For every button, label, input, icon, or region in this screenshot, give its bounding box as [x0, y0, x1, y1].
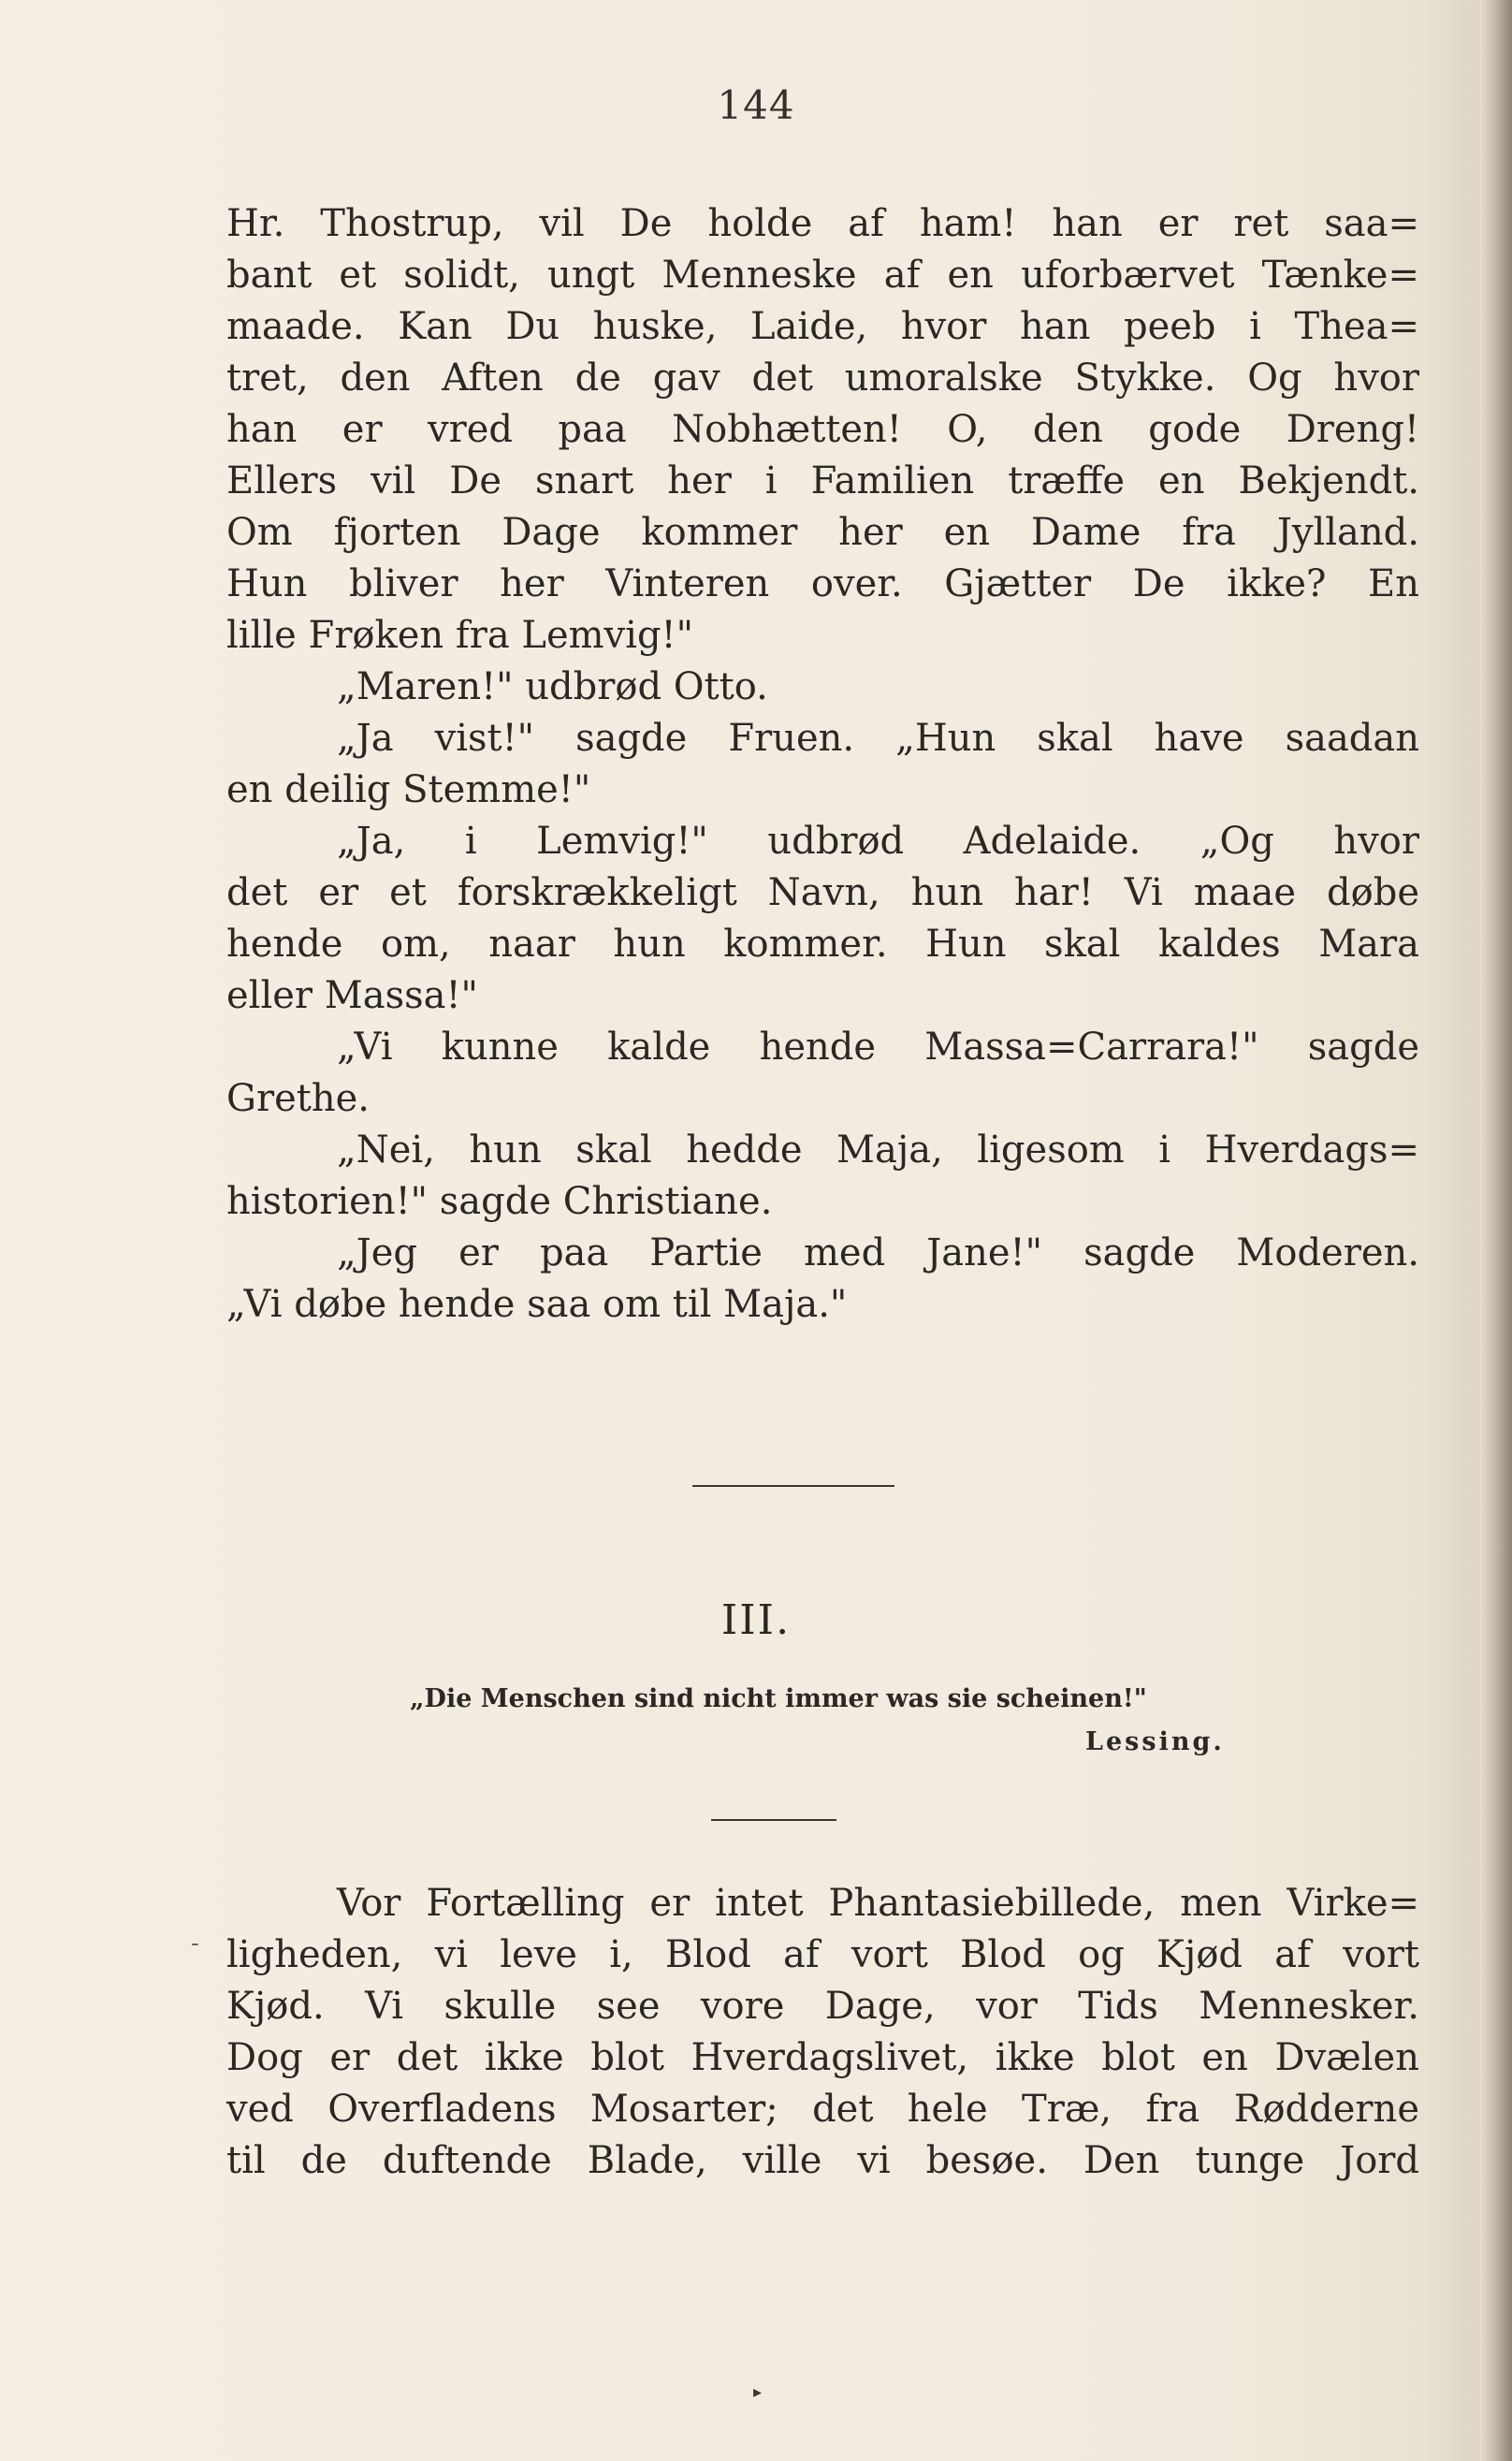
text-line: Hr. Thostrup, vil De holde af ham! han er ret saa=	[226, 202, 1419, 245]
text-line: „Ja, i Lemvig!" udbrød Adelaide. „Og hvor	[337, 820, 1419, 863]
page-number: 144	[717, 82, 795, 128]
text-line: eller Massa!"	[226, 974, 478, 1017]
chapter-numeral: III.	[720, 1596, 792, 1644]
text-line: til de duftende Blade, ville vi besøe. Den tunge Jord	[226, 2139, 1419, 2182]
text-line: ligheden, vi leve i, Blod af vort Blod og Kjød af vort	[226, 1933, 1419, 1976]
text-line: „Jeg er paa Partie med Jane!" sagde Moderen.	[337, 1231, 1419, 1274]
text-line: Om fjorten Dage kommer her en Dame fra Jylland.	[226, 511, 1419, 554]
text-line: det er et forskrækkeligt Navn, hun har! Vi maae døbe	[226, 871, 1419, 914]
text-line: Hun bliver her Vinteren over. Gjætter De ikke? En	[226, 562, 1419, 605]
text-line: maade. Kan Du huske, Laide, hvor han peeb i Thea=	[226, 305, 1419, 348]
text-line: „Vi døbe hende saa om til Maja."	[226, 1283, 848, 1326]
text-line: Dog er det ikke blot Hverdagslivet, ikke blot en Dvælen	[226, 2036, 1419, 2079]
section-divider-top	[692, 1485, 894, 1487]
epigraph-author: Lessing.	[1085, 1727, 1225, 1756]
text-line: Vor Fortælling er intet Phantasiebillede, men Virke=	[337, 1882, 1419, 1925]
text-line: tret, den Aften de gav det umoralske Stykke. Og hvor	[226, 357, 1419, 400]
epigraph-quote: „Die Menschen sind nicht immer was sie scheinen!"	[410, 1684, 1147, 1713]
text-line: Kjød. Vi skulle see vore Dage, vor Tids Mennesker.	[226, 1985, 1419, 2028]
text-line: Grethe.	[226, 1077, 370, 1120]
text-line: „Maren!" udbrød Otto.	[337, 665, 768, 708]
body-text-top	[226, 198, 1419, 1331]
text-line: han er vred paa Nobhætten! O, den gode Dreng!	[226, 408, 1419, 451]
text-line: en deilig Stemme!"	[226, 768, 591, 811]
margin-mark: -	[191, 1929, 199, 1958]
text-line: ved Overfladens Mosarter; det hele Træ, fra Rødderne	[226, 2088, 1419, 2131]
body-text-bottom	[226, 1878, 1419, 2187]
page-edge-shadow	[1480, 0, 1512, 2461]
text-line: hende om, naar hun kommer. Hun skal kaldes Mara	[226, 923, 1419, 966]
text-line: bant et solidt, ungt Menneske af en uforbærvet Tænke=	[226, 254, 1419, 297]
text-line: „Vi kunne kalde hende Massa=Carrara!" sagde	[337, 1026, 1419, 1069]
footer-mark: ▸	[753, 2382, 763, 2402]
section-divider-bottom	[711, 1819, 836, 1821]
text-line: lille Frøken fra Lemvig!"	[226, 614, 694, 657]
text-line: historien!" sagde Christiane.	[226, 1180, 773, 1223]
text-line: „Ja vist!" sagde Fruen. „Hun skal have saadan	[337, 717, 1419, 760]
text-line: „Nei, hun skal hedde Maja, ligesom i Hverdags=	[337, 1129, 1419, 1172]
text-line: Ellers vil De snart her i Familien træffe en Bekjendt.	[226, 459, 1419, 502]
